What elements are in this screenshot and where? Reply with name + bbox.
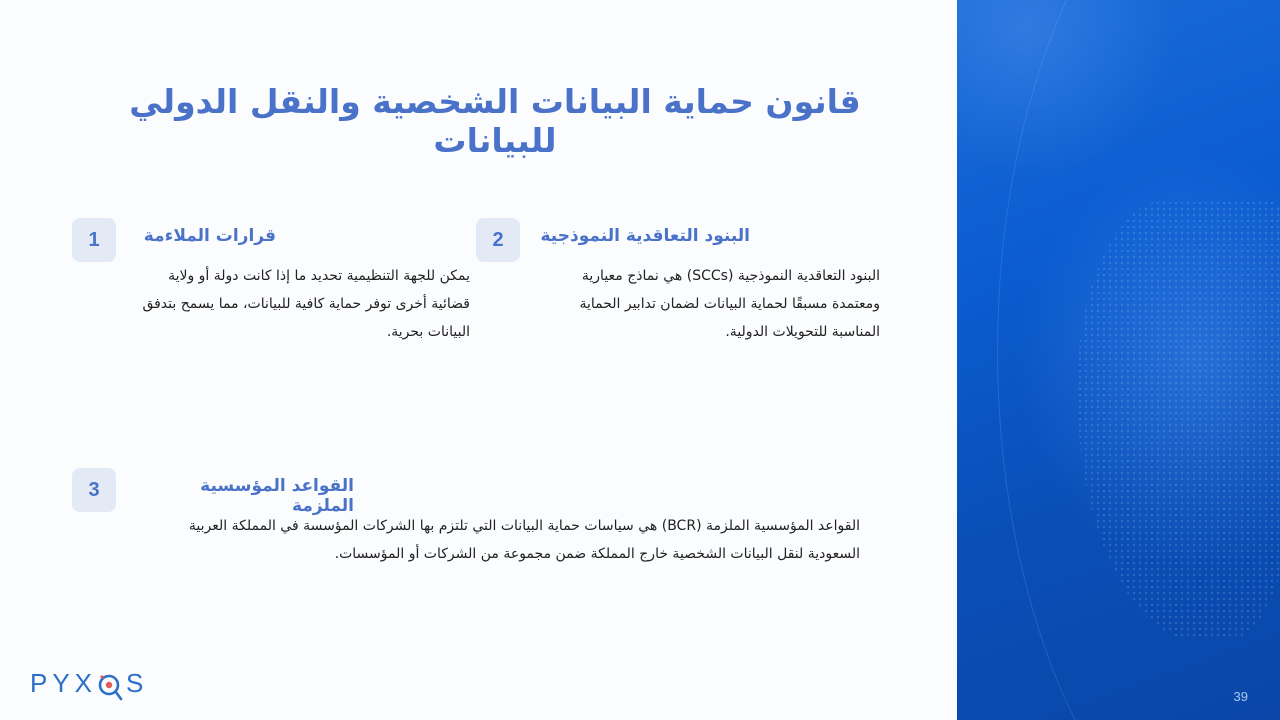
item-2-body: البنود التعاقدية النموذجية (SCCs) هي نماذج معيارية ومعتمدة مسبقًا لحماية البيانات لضمان تدابير الحماية المناسبة للتحويلات الدولية. <box>579 268 880 340</box>
item-2-number-badge: 2 <box>476 218 520 262</box>
item-1-number-badge: 1 <box>72 218 116 262</box>
item-3-body: القواعد المؤسسية الملزمة (BCR) هي سياسات حماية البيانات التي تلتزم بها الشركات المؤسسة في المملكة العربية السعودية لنقل البيانات الشخصية خارج المملكة ضمن مجموعة من الشركات أو المؤسسات. <box>188 518 860 562</box>
pyxos-logo <box>30 668 148 699</box>
item-1-body: يمكن للجهة التنظيمية تحديد ما إذا كانت دولة أو ولاية قضائية أخرى توفر حماية كافية للبيانات، مما يسمح بتدفق البيانات بحرية. <box>142 268 470 340</box>
item-1-heading: قرارات الملاءمة <box>143 226 276 246</box>
logo-magnifier-icon <box>98 673 120 695</box>
item-3-number-badge: 3 <box>72 468 116 512</box>
slide-title: قانون حماية البيانات الشخصية والنقل الدولي للبيانات <box>129 82 861 160</box>
decorative-blue-panel <box>957 0 1280 720</box>
item-3-heading: القواعد المؤسسية الملزمة <box>200 476 354 516</box>
page-number: 39 <box>1233 689 1248 704</box>
item-2-heading: البنود التعاقدية النموذجية <box>540 226 750 246</box>
logo-text-start: PYX <box>30 668 98 698</box>
logo-text-end: S <box>126 668 149 698</box>
